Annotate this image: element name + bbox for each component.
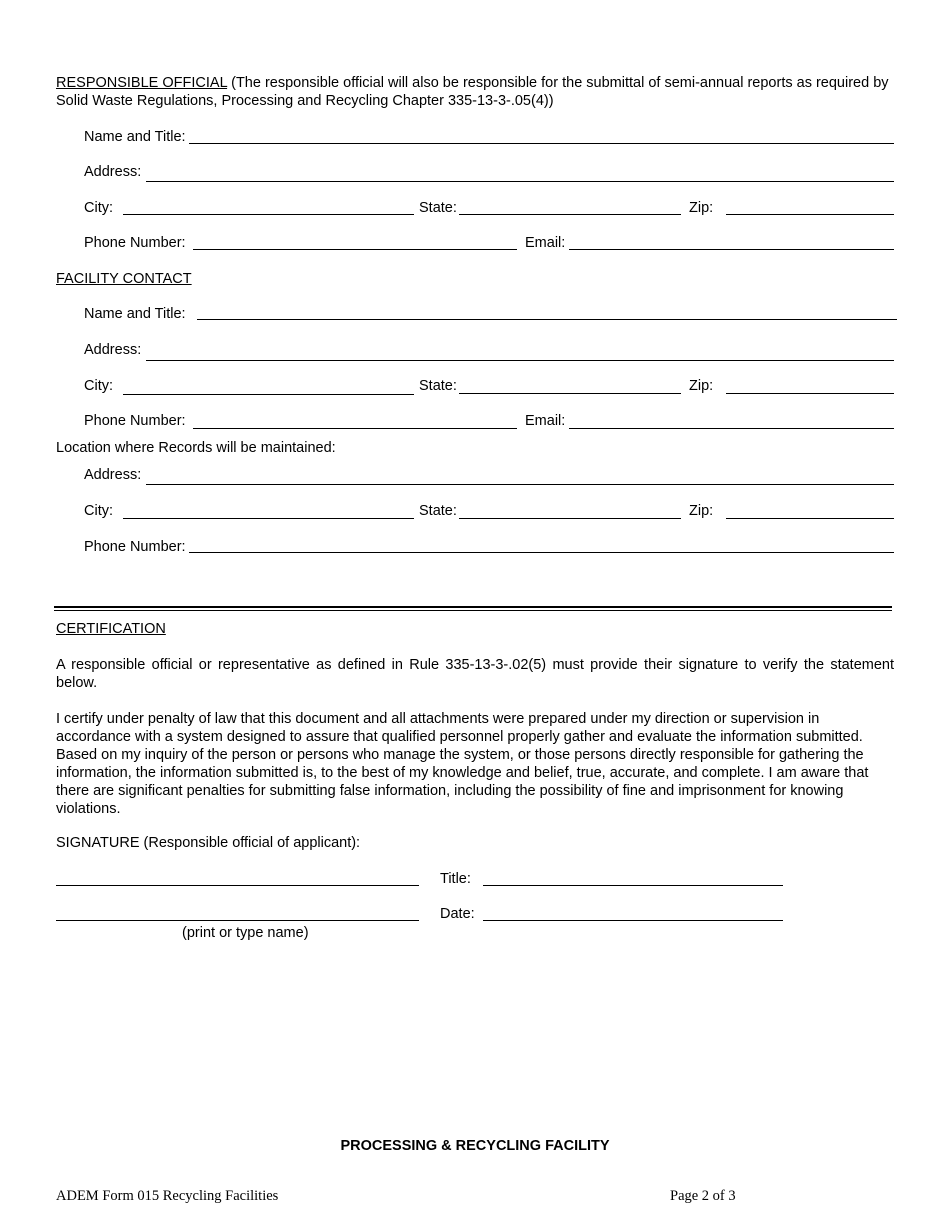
responsible-official-note: (The responsible official will also be responsible for the submittal of semi-annual reports as required by Solid Waste Regulations, Processing and Recycling Chapter 335-13-3-.05(4)) xyxy=(56,75,889,109)
print-name-field[interactable] xyxy=(56,920,419,921)
certification-intro: A responsible official or representative as defined in Rule 335-13-3-.02(5) must provide their signature to verify the statement below. xyxy=(56,657,894,691)
ro-zip-field[interactable] xyxy=(726,214,894,215)
ro-email-label: Email: xyxy=(525,235,566,251)
rl-zip-field[interactable] xyxy=(726,518,894,519)
fc-phone-field[interactable] xyxy=(193,428,517,429)
ro-city-label: City: xyxy=(84,200,113,216)
ro-city-field[interactable] xyxy=(123,214,414,215)
fc-zip-field[interactable] xyxy=(726,393,894,394)
cert-title-label: Title: xyxy=(440,871,471,887)
footer-center-title: PROCESSING & RECYCLING FACILITY xyxy=(340,1138,610,1154)
ro-phone-field[interactable] xyxy=(193,249,517,250)
ro-address-field[interactable] xyxy=(146,181,894,182)
rl-state-label: State: xyxy=(419,503,457,519)
fc-zip-label: Zip: xyxy=(689,378,714,394)
rl-city-field[interactable] xyxy=(123,518,414,519)
cert-date-label: Date: xyxy=(440,906,475,922)
footer-page-number: Page 2 of 3 xyxy=(670,1188,736,1204)
rl-zip-label: Zip: xyxy=(689,503,714,519)
cert-date-field[interactable] xyxy=(483,920,783,921)
rl-phone-field[interactable] xyxy=(189,552,894,553)
responsible-official-heading: RESPONSIBLE OFFICIAL xyxy=(56,75,228,91)
ro-phone-label: Phone Number: xyxy=(84,235,186,251)
fc-phone-label: Phone Number: xyxy=(84,413,186,429)
fc-email-label: Email: xyxy=(525,413,566,429)
fc-address-label: Address: xyxy=(84,342,142,358)
signature-field[interactable] xyxy=(56,885,419,886)
ro-name-title-field[interactable] xyxy=(189,143,894,144)
rl-phone-label: Phone Number: xyxy=(84,539,186,555)
rl-address-label: Address: xyxy=(84,467,142,483)
records-location-heading: Location where Records will be maintained: xyxy=(56,440,336,456)
certification-heading: CERTIFICATION xyxy=(56,621,166,637)
responsible-official-intro xyxy=(56,74,894,110)
rl-city-label: City: xyxy=(84,503,113,519)
ro-state-label: State: xyxy=(419,200,457,216)
fc-name-title-label: Name and Title: xyxy=(84,306,186,322)
fc-state-field[interactable] xyxy=(459,393,681,394)
fc-address-field[interactable] xyxy=(146,360,894,361)
fc-email-field[interactable] xyxy=(569,428,894,429)
fc-city-label: City: xyxy=(84,378,113,394)
footer-form-name: ADEM Form 015 Recycling Facilities xyxy=(56,1188,279,1204)
fc-name-title-field[interactable] xyxy=(197,319,897,320)
ro-state-field[interactable] xyxy=(459,214,681,215)
facility-contact-heading: FACILITY CONTACT xyxy=(56,271,192,287)
fc-city-field[interactable] xyxy=(123,394,414,395)
rl-address-field[interactable] xyxy=(146,484,894,485)
cert-title-field[interactable] xyxy=(483,885,783,886)
ro-name-title-label: Name and Title: xyxy=(84,129,186,145)
ro-address-label: Address: xyxy=(84,164,142,180)
fc-state-label: State: xyxy=(419,378,457,394)
section-divider xyxy=(54,606,892,611)
ro-email-field[interactable] xyxy=(569,249,894,250)
print-name-label: (print or type name) xyxy=(182,925,309,941)
ro-zip-label: Zip: xyxy=(689,200,714,216)
certification-statement: I certify under penalty of law that this document and all attachments were prepared under my direction or supervision in accordance with a system designed to assure that qualified personnel properly gather and evaluate the information submitted. Based on my inquiry of the person or persons who manage the system, or those persons directly responsible for gathering the information, the information submitted is, to the best of my knowledge and belief, true, accurate, and complete. I am aware that there are significant penalties for submitting false information, including the possibility of fine and imprisonment for knowing violations. xyxy=(56,711,869,817)
signature-label: SIGNATURE (Responsible official of applicant): xyxy=(56,835,361,851)
rl-state-field[interactable] xyxy=(459,518,681,519)
